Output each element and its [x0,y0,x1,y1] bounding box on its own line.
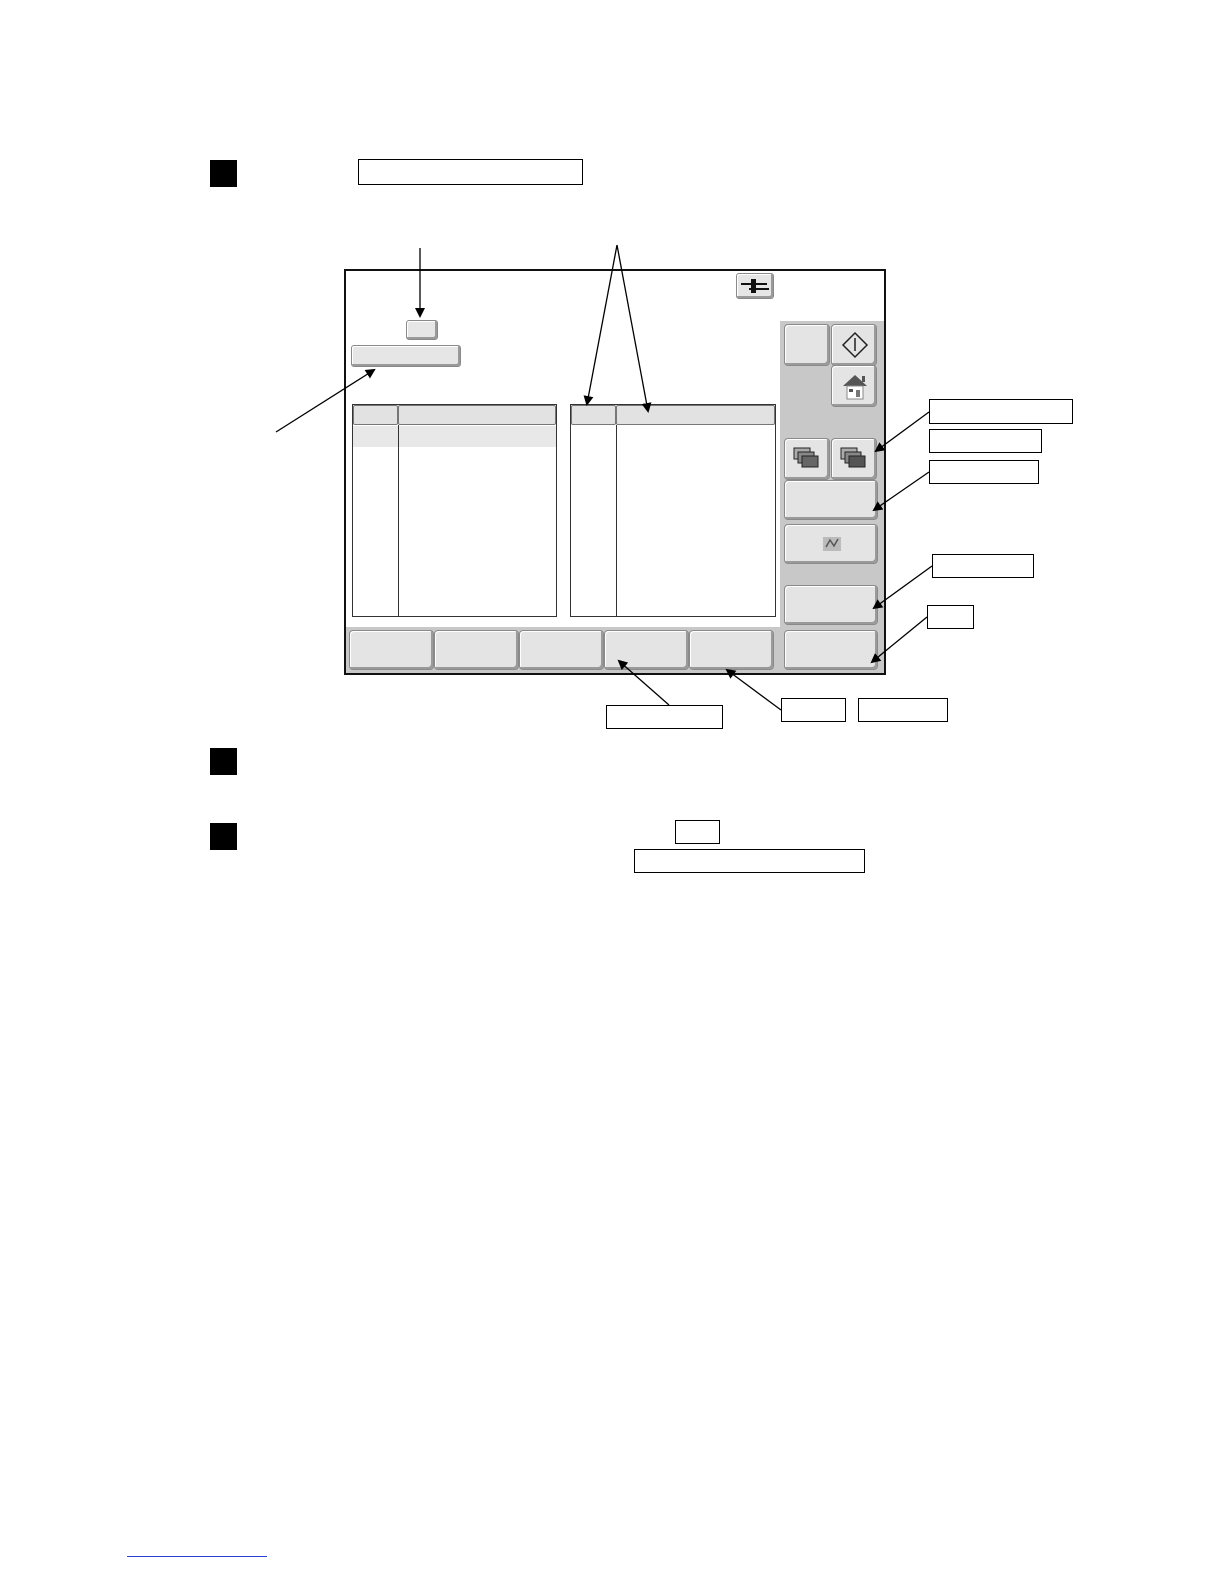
side-panel [780,321,884,627]
start-button[interactable] [831,324,877,366]
right-table [570,404,776,617]
side-function-button-1[interactable] [784,480,878,520]
top-callout-box [358,159,583,185]
stacked-pages-icon [785,439,831,481]
home-button[interactable] [831,365,877,407]
arrow-bottom-5 [727,670,781,710]
footer-link[interactable] [127,1555,267,1557]
page-next-button[interactable] [831,438,877,480]
step-1-marker [210,160,237,187]
blank-side-button[interactable] [784,324,830,366]
device-screen [344,269,886,675]
stacked-pages-icon [832,439,878,481]
right-table-header-col1[interactable] [571,405,616,425]
bottom-callout-box-2 [781,698,846,722]
bottom-bar [346,627,884,673]
field-select-button[interactable] [351,345,461,367]
step-2-marker [210,748,237,775]
bottom-button-2[interactable] [434,630,519,670]
toolbar-toggle-button[interactable] [736,273,774,299]
left-table [352,404,557,617]
bottom-side-button[interactable] [784,630,878,670]
bottom-button-3[interactable] [519,630,604,670]
bottom-button-1[interactable] [349,630,434,670]
page-prev-button[interactable] [784,438,830,480]
right-table-divider [616,425,617,616]
start-diamond-icon [832,325,878,367]
signal-button[interactable] [784,524,878,564]
toolbar-toggle-icon [737,274,775,300]
left-table-header-col2[interactable] [398,405,556,425]
right-callout-box-1 [929,399,1073,424]
left-table-divider [398,425,399,616]
right-callout-box-5 [927,605,974,629]
bottom-callout-box-3 [858,698,948,722]
side-function-button-2[interactable] [784,585,878,625]
right-callout-box-2 [929,429,1042,453]
bottom-callout-box-1 [606,705,723,729]
home-icon [832,366,878,408]
right-callout-box-4 [932,554,1034,578]
step3-callout-box-2 [634,849,865,873]
bottom-button-5[interactable] [689,630,774,670]
right-callout-box-3 [929,460,1039,484]
right-table-header-col2[interactable] [616,405,775,425]
step-3-marker [210,823,237,850]
left-table-header-col1[interactable] [353,405,398,425]
step3-callout-box-1 [675,820,720,844]
small-select-button[interactable] [406,320,438,340]
left-table-selected-row[interactable] [353,426,556,447]
bottom-button-4[interactable] [604,630,689,670]
signal-icon [785,525,879,565]
